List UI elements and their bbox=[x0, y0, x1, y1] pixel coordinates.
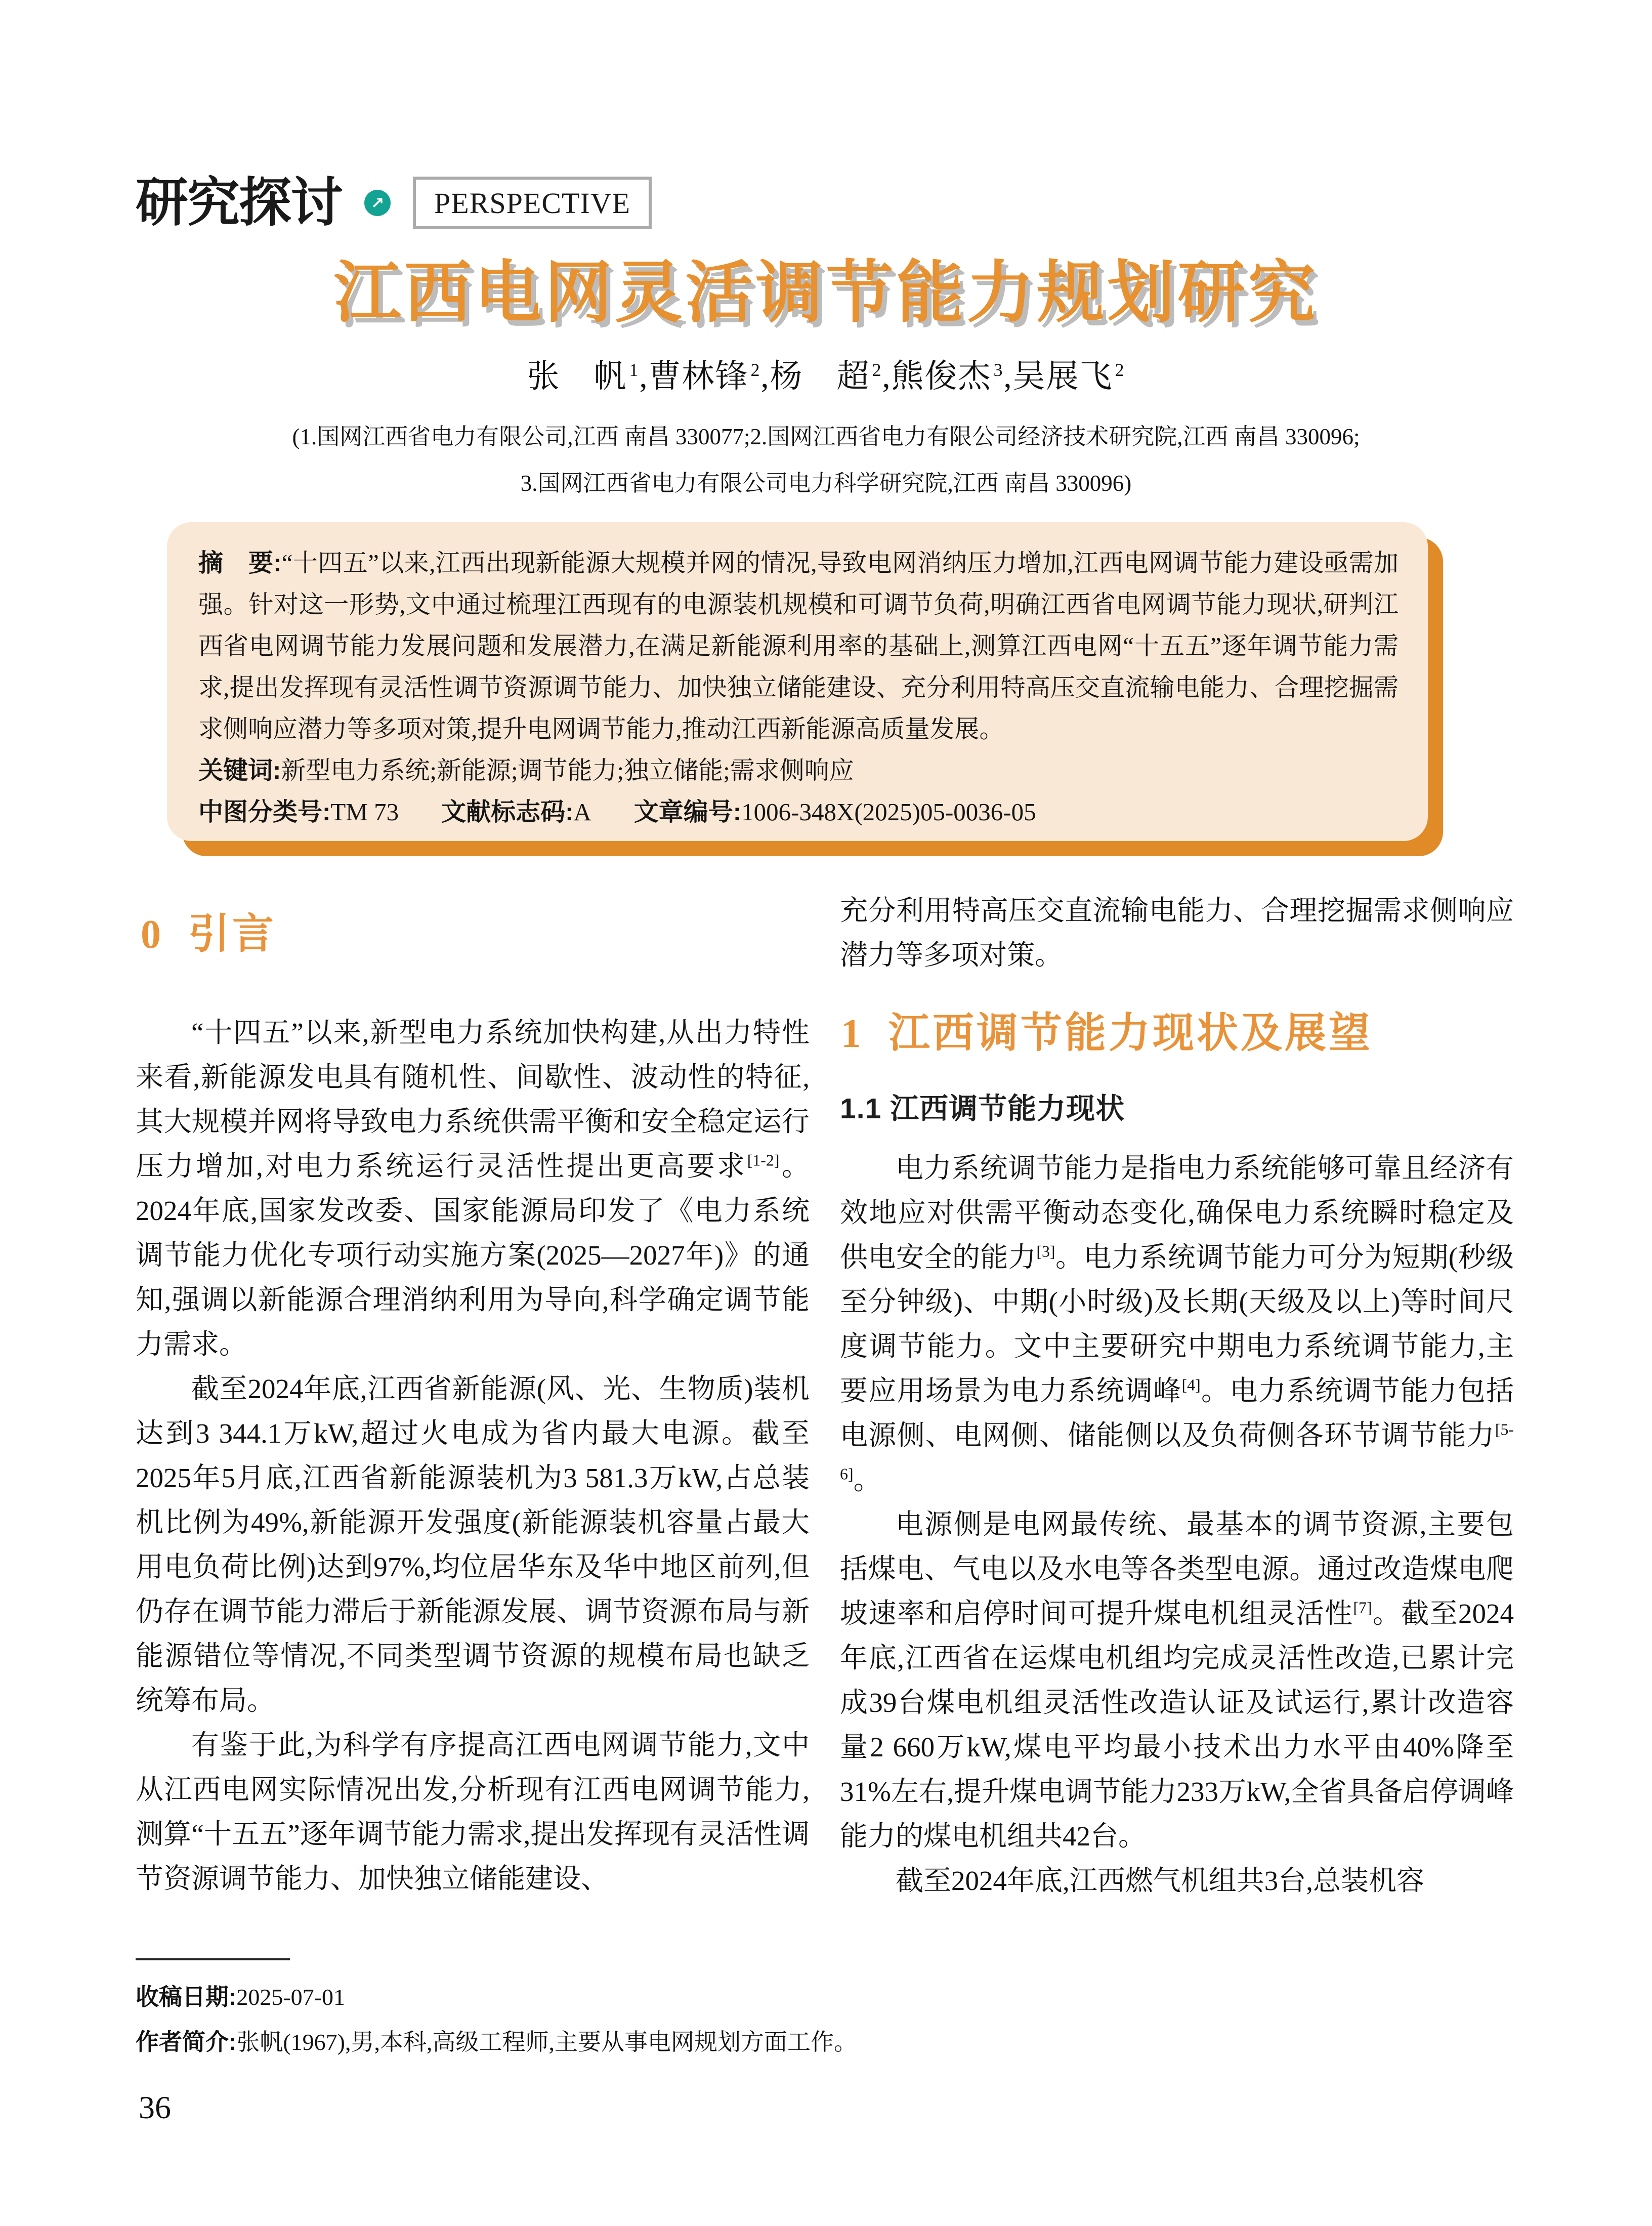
text-run: 充分利用特高压交直流输电能力、合理挖掘需求侧响应潜力等多项对策。 bbox=[840, 895, 1514, 971]
text-run: 电力系统调节能力是指电力系统能够可靠且经济有效地应对供需平衡动态变化,确保电力系统瞬时稳定及供电安全的能力 bbox=[840, 1153, 1514, 1273]
body-paragraph bbox=[136, 1367, 810, 1723]
author-affiliation-sup: 2 bbox=[1115, 359, 1125, 380]
citation-ref: [7] bbox=[1353, 1599, 1372, 1617]
citation-ref: [5-6] bbox=[840, 1420, 1514, 1483]
column-name-cn: 研究探讨 bbox=[136, 174, 343, 232]
author-name: 杨 超 bbox=[770, 358, 870, 394]
text-run: “十四五”以来,新型电力系统加快构建,从出力特性来看,新能源发电具有随机性、间歇性、波动性的特征,其大规模并网将导致电力系统供需平衡和安全稳定运行压力增加,对电力系统运行灵活性提出更高要求 bbox=[136, 1017, 810, 1182]
text-run: 。电力系统调节能力可分为短期(秒级至分钟级)、中期(小时级)及长期(天级及以上)等时间尺度调节能力。文中主要研究中期电力系统调节能力,主要应用场景为电力系统调峰 bbox=[840, 1242, 1514, 1406]
article-id-label: 文章编号: bbox=[633, 799, 742, 826]
citation-ref: [1-2] bbox=[747, 1151, 780, 1169]
body-paragraph bbox=[840, 1146, 1514, 1502]
abstract-paragraph bbox=[198, 542, 1399, 750]
text-run: 有鉴于此,为科学有序提高江西电网调节能力,文中从江西电网实际情况出发,分析现有江西电网调节能力,测算“十五五”逐年调节能力需求,提出发挥现有灵活性调节资源调节能力、加快独立储能建设、 bbox=[136, 1730, 810, 1894]
affiliation-line-2: 3.国网江西省电力有限公司电力科学研究院,江西 南昌 330096) bbox=[520, 471, 1132, 496]
author-bio-value: 张帆(1967),男,本科,高级工程师,主要从事电网规划方面工作。 bbox=[236, 2029, 857, 2055]
doc-code-value: A bbox=[573, 798, 591, 826]
clc-label: 中图分类号: bbox=[198, 799, 331, 826]
section-1-number: 1 bbox=[841, 1012, 861, 1056]
author-bio-line bbox=[136, 2020, 1026, 2065]
body-paragraph bbox=[840, 1502, 1514, 1859]
author-affiliation-sup: 2 bbox=[872, 359, 882, 380]
body-paragraph bbox=[136, 1011, 810, 1367]
page-number: 36 bbox=[139, 2089, 171, 2125]
text-run: 电源侧是电网最传统、最基本的调节资源,主要包括煤电、气电以及水电等各类型电源。通过改造煤电爬坡速率和启停时间可提升煤电机组灵活性 bbox=[840, 1509, 1514, 1629]
received-date-line bbox=[136, 1975, 1026, 2020]
text-run: 截至2024年底,江西燃气机组共3台,总装机容 bbox=[896, 1865, 1425, 1896]
left-column bbox=[136, 889, 810, 1901]
text-run: 。2024年底,国家发改委、国家能源局印发了《电力系统调节能力优化专项行动实施方案(2025—2027年)》的通知,强调以新能源合理消纳利用为导向,科学确定调节能力需求。 bbox=[136, 1151, 810, 1360]
text-run: 截至2024年底,江西省新能源(风、光、生物质)装机达到3 344.1万kW,超过火电成为省内最大电源。截至2025年5月底,江西省新能源装机为3 581.3万kW,占总装机比例为49%,新能源开发强度(新能源装机容量占最大用电负荷比例)达到97%,均位居华东及华中地区前列,但仍存在调节能力滞后于新能源发展、调节资源布局与新能源错位等情况,不同类型调节资源的规模布局也缺乏统筹布局。 bbox=[136, 1373, 810, 1716]
keywords-text: 新型电力系统;新能源;调节能力;独立储能;需求侧响应 bbox=[281, 757, 854, 784]
author-affiliation-sup: 2 bbox=[750, 359, 761, 380]
received-date-label: 收稿日期: bbox=[136, 1984, 237, 2010]
clc-value: TM 73 bbox=[330, 798, 399, 826]
column-name-en: PERSPECTIVE bbox=[434, 186, 631, 220]
section-0-heading bbox=[141, 911, 810, 958]
citation-ref: [3] bbox=[1036, 1242, 1055, 1261]
abstract-label: 摘 要: bbox=[198, 550, 282, 577]
received-date-value: 2025-07-01 bbox=[236, 1984, 345, 2010]
keywords-line bbox=[198, 750, 1399, 791]
text-run: 。截至2024年底,江西省在运煤电机组均完成灵活性改造,已累计完成39台煤电机组灵活性改造认证及试运行,累计改造容量2 660万kW,煤电平均最小技术出力水平由40%降至31%左右,提升煤电调节能力233万kW,全省具备启停调峰能力的煤电机组共42台。 bbox=[840, 1598, 1514, 1852]
right-column bbox=[840, 889, 1514, 1903]
citation-ref: [4] bbox=[1181, 1376, 1201, 1394]
section-1-heading bbox=[841, 1010, 1514, 1057]
body-paragraph bbox=[136, 1723, 810, 1901]
affiliation-line-1: (1.国网江西省电力有限公司,江西 南昌 330077;2.国网江西省电力有限公司经济技术研究院,江西 南昌 330096; bbox=[292, 424, 1360, 449]
author-name: 熊俊杰 bbox=[891, 358, 992, 394]
author-name: 张 帆 bbox=[527, 358, 627, 394]
arrow-badge-icon bbox=[364, 190, 391, 216]
authors-line: 张 帆 $^1$,曹林锋 $^2$,杨 超 $^2$,熊俊杰 $^3$,吴展飞 $^2$ bbox=[527, 358, 1125, 394]
author-bio-label: 作者简介: bbox=[136, 2029, 237, 2055]
body-paragraph bbox=[840, 1859, 1514, 1903]
article-id-value: 1006-348X(2025)05-0036-05 bbox=[741, 798, 1036, 826]
north-east-arrow-icon: ↗ bbox=[370, 193, 385, 213]
abstract-text: “十四五”以来,江西出现新能源大规模并网的情况,导致电网消纳压力增加,江西电网调节能力建设亟需加强。针对这一形势,文中通过梳理江西现有的电源装机规模和可调节负荷,明确江西省电网调节能力现状,研判江西省电网调节能力发展问题和发展潜力,在满足新能源利用率的基础上,测算江西电网“十五五”逐年调节能力需求,提出发挥现有灵活性调节资源调节能力、加快独立储能建设、充分利用特高压交直流输电能力、合理挖掘需求侧响应潜力等多项对策,提升电网调节能力,推动江西新能源高质量发展。 bbox=[198, 549, 1399, 743]
continued-paragraph bbox=[840, 889, 1514, 978]
body-paragraph bbox=[840, 889, 1514, 978]
section-1-1-heading: 1.1 江西调节能力现状 bbox=[840, 1093, 1125, 1125]
column-name-en-box bbox=[413, 177, 652, 229]
left-column-paragraphs bbox=[136, 1011, 810, 1901]
text-run: 。电力系统调节能力包括电源侧、电网侧、储能侧以及负荷侧各环节调节能力 bbox=[840, 1375, 1514, 1451]
text-run: 。 bbox=[853, 1464, 881, 1495]
author-affiliation-sup: 1 bbox=[629, 359, 640, 380]
masthead bbox=[136, 175, 652, 231]
footnote bbox=[136, 1954, 1026, 2065]
section-1-title: 江西调节能力现状及展望 bbox=[888, 1010, 1373, 1056]
section-0-number: 0 bbox=[141, 912, 161, 957]
footnote-rule bbox=[136, 1958, 290, 1960]
section-0-title: 引言 bbox=[188, 911, 277, 957]
article-title: 江西电网灵活调节能力规划研究 bbox=[333, 256, 1319, 330]
author-name: 曹林锋 bbox=[648, 358, 749, 394]
clc-line bbox=[198, 791, 1399, 833]
doc-code-label: 文献标志码: bbox=[441, 799, 574, 826]
keywords-label: 关键词: bbox=[198, 757, 281, 784]
author-name: 吴展飞 bbox=[1012, 358, 1113, 394]
author-affiliation-sup: 3 bbox=[993, 359, 1004, 380]
right-column-paragraphs bbox=[840, 1146, 1514, 1903]
abstract-box bbox=[167, 522, 1428, 841]
